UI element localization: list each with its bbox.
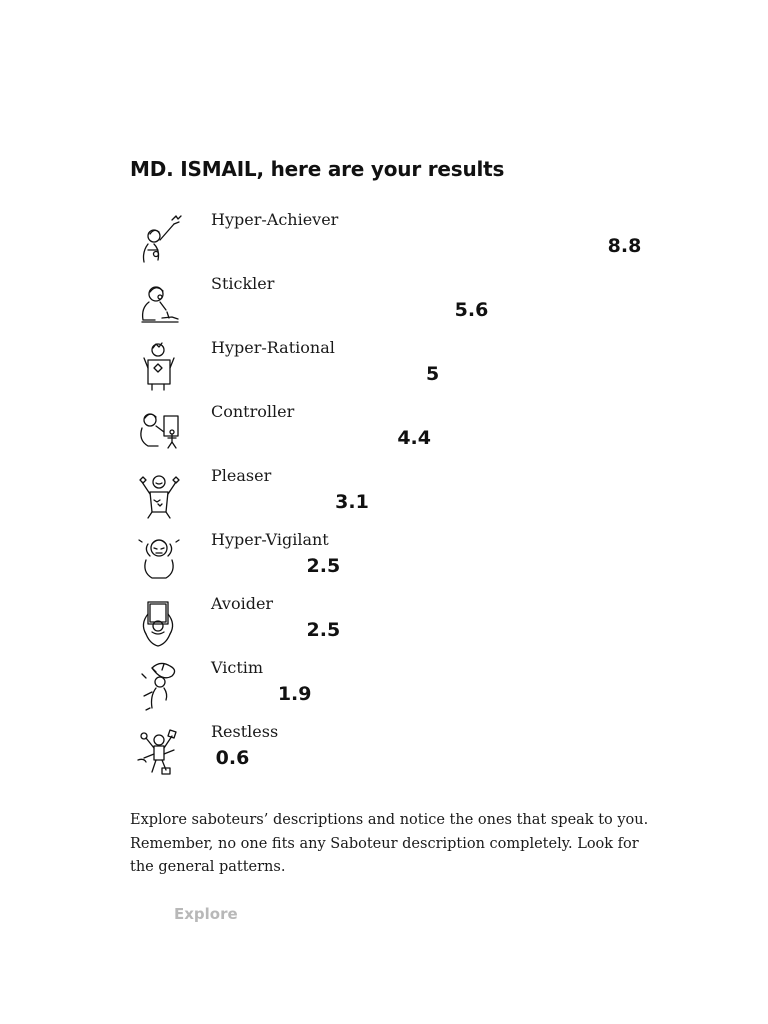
controller-icon [134,402,184,456]
pleaser-icon [134,466,184,520]
result-row [130,654,650,718]
result-name: Controller [211,402,295,421]
result-name: Stickler [211,274,275,293]
result-row [130,206,650,270]
result-row [130,398,650,462]
result-score: 2.5 [306,555,341,577]
result-score: 2.5 [306,619,341,641]
stickler-icon [134,274,184,328]
result-name: Pleaser [211,466,272,485]
avoider-icon [134,594,184,648]
result-name: Hyper-Rational [211,338,335,357]
description-text: Explore saboteurs’ descriptions and notice the ones that speak to you. Remember, no one fits any Saboteur description completely. Look for the general patterns. [130,812,649,875]
result-row [130,462,650,526]
result-score: 5.6 [454,299,489,321]
result-score: 5 [426,363,440,385]
result-name: Victim [211,658,264,677]
result-name: Hyper-Vigilant [211,530,329,549]
result-score: 8.8 [607,235,642,257]
explore-button[interactable]: Explore [158,899,254,929]
victim-icon [134,658,184,712]
result-row [130,590,650,654]
result-name: Restless [211,722,279,741]
result-name: Hyper-Achiever [211,210,339,229]
result-row [130,526,650,590]
result-score: 3.1 [335,491,369,513]
hyper-achiever-icon [134,210,184,264]
page-title: MD. ISMAIL, here are your results [130,157,505,181]
result-row [130,718,650,782]
result-row [130,334,650,398]
results-list [130,206,650,782]
result-score: 4.4 [397,427,431,449]
result-row [130,270,650,334]
result-score: 0.6 [215,747,250,769]
hyper-rational-icon [134,338,184,392]
restless-icon [134,722,184,776]
hyper-vigilant-icon [134,530,184,584]
result-name: Avoider [211,594,274,613]
result-score: 1.9 [277,683,312,705]
